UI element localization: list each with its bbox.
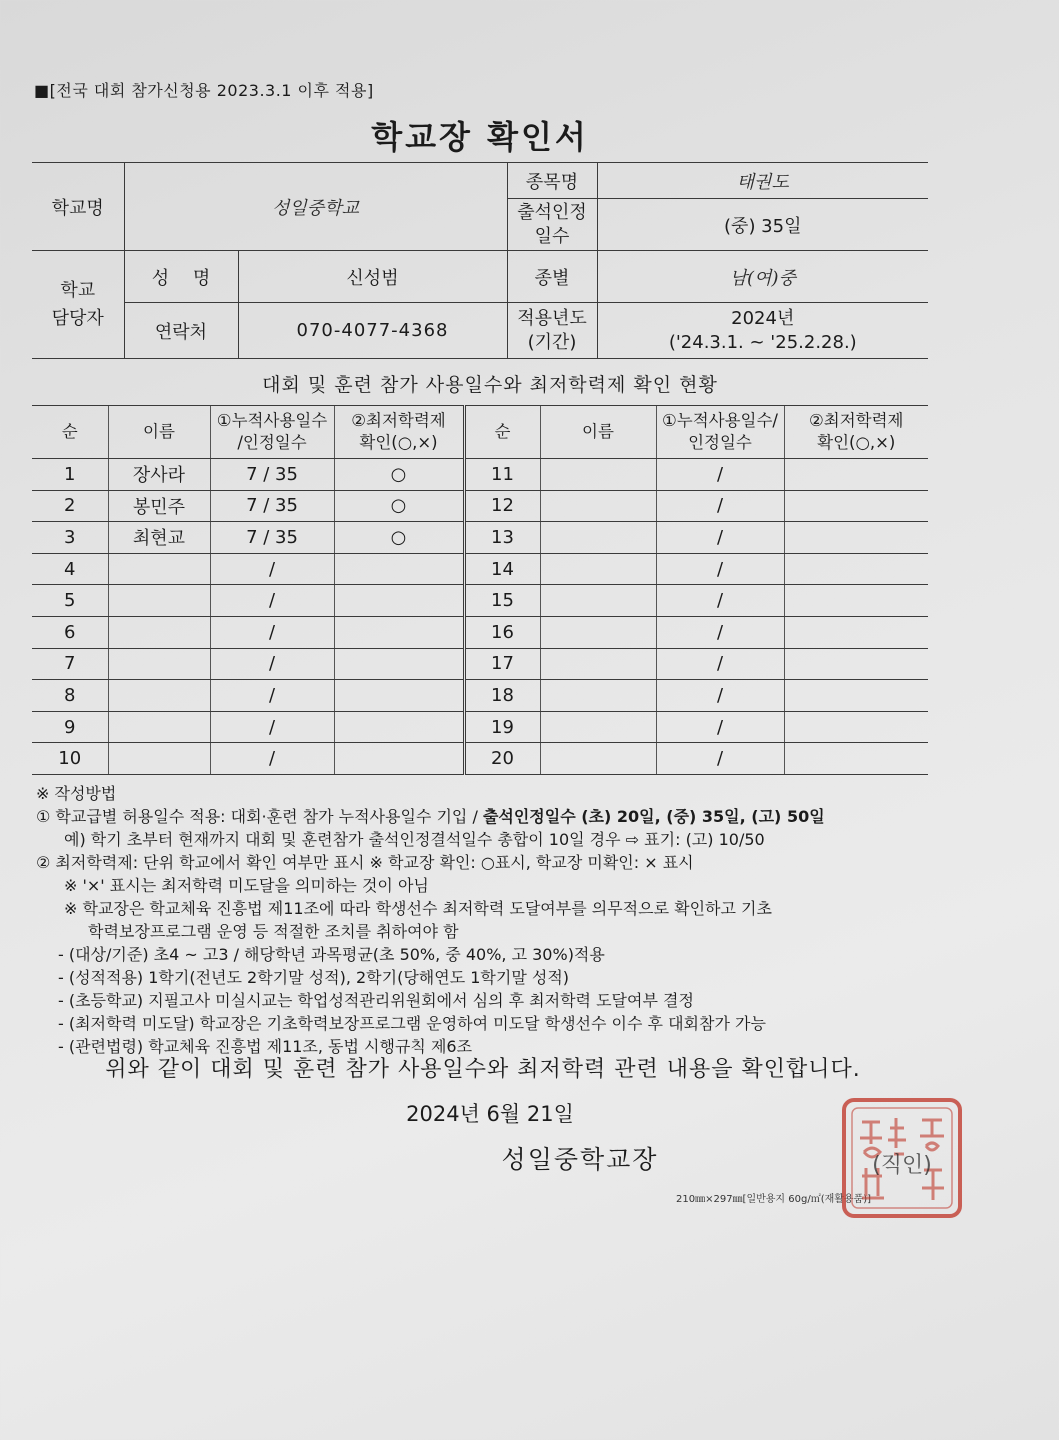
school-name: 성일중학교	[124, 163, 507, 251]
usage-days: /	[210, 553, 334, 585]
row-number: 4	[32, 553, 108, 585]
table-row	[32, 648, 928, 680]
row-number: 13	[464, 522, 540, 554]
header-right-0: 순	[464, 406, 540, 459]
academic-check	[334, 743, 464, 775]
note-1	[36, 805, 956, 828]
principal-signature: 성일중학교장	[501, 1145, 659, 1174]
header-left-3: ②최저학력제 확인(○,×)	[334, 406, 464, 459]
athlete-name	[108, 648, 210, 680]
header-left-0: 순	[32, 406, 108, 459]
sport-value: 태권도	[597, 163, 928, 199]
academic-check: ○	[334, 490, 464, 522]
school-label: 학교명	[32, 163, 124, 251]
usage-days: /	[210, 585, 334, 617]
detail-4: - (최저학력 미도달) 학교장은 기초학력보장프로그램 운영하여 미도달 학생선수 이수 후 대회참가 가능	[58, 1014, 766, 1033]
athlete-name	[108, 553, 210, 585]
table-row	[32, 490, 928, 522]
usage-days: /	[210, 711, 334, 743]
note-1-bold: 출석인정일수 (초) 20일, (중) 35일, (고) 50일	[482, 807, 825, 826]
attendance-days: (중) 35일	[597, 199, 928, 251]
sport-label: 종목명	[507, 163, 597, 199]
academic-check	[784, 585, 928, 617]
notes-heading: ※ 작성방법	[36, 784, 117, 803]
year-cell	[597, 303, 928, 359]
athlete-name	[108, 616, 210, 648]
row-number: 5	[32, 585, 108, 617]
row-number: 2	[32, 490, 108, 522]
usage-days: 7 / 35	[210, 490, 334, 522]
academic-check	[334, 680, 464, 712]
academic-check	[784, 490, 928, 522]
issue-date: 2024년 6월 21일	[406, 1102, 574, 1126]
academic-check	[784, 616, 928, 648]
academic-check	[784, 711, 928, 743]
table-row	[32, 459, 928, 491]
athlete-name	[540, 490, 656, 522]
athlete-name: 봉민주	[108, 490, 210, 522]
athlete-name	[108, 711, 210, 743]
usage-days: /	[656, 680, 784, 712]
table-row	[32, 743, 928, 775]
usage-days: /	[656, 459, 784, 491]
row-number: 14	[464, 553, 540, 585]
row-number: 15	[464, 585, 540, 617]
detail-5: - (관련법령) 학교체육 진흥법 제11조, 동법 시행규칙 제6조	[58, 1037, 473, 1056]
official-seal-icon	[836, 1092, 968, 1224]
athlete-name	[108, 743, 210, 775]
note-2: ② 최저학력제: 단위 학교에서 확인 여부만 표시 ※ 학교장 확인: ○표시, 학교장 미확인: × 표시	[36, 853, 694, 872]
row-number: 19	[464, 711, 540, 743]
header-left-1: 이름	[108, 406, 210, 459]
contact-value: 070-4077-4368	[238, 303, 507, 359]
school-info-table	[32, 162, 928, 359]
note-3: ※ '×' 표시는 최저학력 미도달을 의미하는 것이 아님	[64, 876, 429, 895]
table-row	[32, 680, 928, 712]
row-number: 11	[464, 459, 540, 491]
header-right-3: ②최저학력제 확인(○,×)	[784, 406, 928, 459]
table-row	[32, 616, 928, 648]
athlete-name	[540, 680, 656, 712]
academic-check	[334, 711, 464, 743]
athlete-name	[540, 553, 656, 585]
usage-days: /	[656, 743, 784, 775]
row-number: 12	[464, 490, 540, 522]
athlete-name	[540, 743, 656, 775]
row-number: 3	[32, 522, 108, 554]
row-number: 16	[464, 616, 540, 648]
form-usage-note: ■[전국 대회 참가신청용 2023.3.1 이후 적용]	[34, 81, 374, 100]
athlete-name	[540, 459, 656, 491]
category-value: 남(여)중	[597, 251, 928, 303]
row-number: 10	[32, 743, 108, 775]
athlete-name	[540, 648, 656, 680]
usage-days: /	[656, 616, 784, 648]
usage-days: 7 / 35	[210, 459, 334, 491]
academic-check	[784, 459, 928, 491]
usage-days: /	[210, 743, 334, 775]
note-4-cont: 학력보장프로그램 운영 등 적절한 조치를 취하여야 함	[88, 922, 459, 941]
athlete-name	[540, 616, 656, 648]
row-number: 7	[32, 648, 108, 680]
header-right-1: 이름	[540, 406, 656, 459]
usage-days: /	[656, 585, 784, 617]
usage-days: /	[210, 680, 334, 712]
usage-days: /	[656, 553, 784, 585]
academic-check	[334, 616, 464, 648]
row-number: 1	[32, 459, 108, 491]
period-value: ('24.3.1. ~ '25.2.28.)	[668, 331, 857, 353]
manager-name: 신성범	[238, 251, 507, 303]
row-number: 8	[32, 680, 108, 712]
instructions	[36, 782, 956, 1058]
usage-days: /	[656, 490, 784, 522]
contact-label: 연락처	[124, 303, 238, 359]
athlete-name: 최현교	[108, 522, 210, 554]
table-row	[32, 711, 928, 743]
header-right-2: ①누적사용일수/ 인정일수	[656, 406, 784, 459]
usage-days: /	[210, 648, 334, 680]
attendance-label: 출석인정 일수	[507, 199, 597, 251]
row-number: 9	[32, 711, 108, 743]
academic-check	[334, 585, 464, 617]
academic-check	[784, 743, 928, 775]
manager-label: 학교 담당자	[32, 251, 124, 359]
academic-check	[784, 648, 928, 680]
note-1-example: 예) 학기 초부터 현재까지 대회 및 훈련참가 출석인정결석일수 총합이 10일 경우 ⇨ 표기: (고) 10/50	[64, 830, 765, 849]
confirmation-statement: 위와 같이 대회 및 훈련 참가 사용일수와 최저학력 관련 내용을 확인합니다.	[105, 1057, 861, 1082]
academic-check	[334, 553, 464, 585]
usage-days: /	[656, 648, 784, 680]
usage-header-row	[32, 406, 928, 459]
usage-days: /	[656, 522, 784, 554]
detail-2: - (성적적용) 1학기(전년도 2학기말 성적), 2학기(당해연도 1학기말 성적)	[58, 968, 570, 987]
academic-check	[784, 522, 928, 554]
usage-table	[32, 405, 928, 775]
athlete-name	[540, 585, 656, 617]
athlete-name: 장사라	[108, 459, 210, 491]
year-label: 적용년도 (기간)	[507, 303, 597, 359]
row-number: 6	[32, 616, 108, 648]
detail-1: - (대상/기준) 초4 ~ 고3 / 해당학년 과목평균(초 50%, 중 40%, 고 30%)적용	[58, 945, 605, 964]
row-number: 18	[464, 680, 540, 712]
usage-days: /	[210, 616, 334, 648]
academic-check	[784, 680, 928, 712]
table-row	[32, 585, 928, 617]
academic-check	[334, 648, 464, 680]
academic-check	[784, 553, 928, 585]
academic-check: ○	[334, 522, 464, 554]
note-1-text: ① 학교급별 허용일수 적용: 대회·훈련 참가 누적사용일수 기입 /	[36, 807, 483, 826]
name-label: 성 명	[124, 251, 238, 303]
athlete-name	[540, 711, 656, 743]
year-value: 2024년	[731, 308, 795, 330]
header-left-2: ①누적사용일수 /인정일수	[210, 406, 334, 459]
seal-mark: (직인)	[872, 1153, 932, 1178]
detail-3: - (초등학교) 지필고사 미실시교는 학업성적관리위원회에서 심의 후 최저학력 도달여부 결정	[58, 991, 694, 1010]
academic-check: ○	[334, 459, 464, 491]
athlete-name	[108, 680, 210, 712]
table-row	[32, 553, 928, 585]
status-subtitle: 대회 및 훈련 참가 사용일수와 최저학력제 확인 현황	[262, 374, 718, 396]
athlete-name	[540, 522, 656, 554]
document-title: 학교장 확인서	[371, 118, 589, 156]
category-label: 종별	[507, 251, 597, 303]
note-4: ※ 학교장은 학교체육 진흥법 제11조에 따라 학생선수 최저학력 도달여부를 의무적으로 확인하고 기초	[64, 899, 772, 918]
row-number: 17	[464, 648, 540, 680]
usage-days: 7 / 35	[210, 522, 334, 554]
usage-days: /	[656, 711, 784, 743]
row-number: 20	[464, 743, 540, 775]
table-row	[32, 522, 928, 554]
athlete-name	[108, 585, 210, 617]
paper-spec: 210㎜×297㎜[일반용지 60g/㎡(재활용품)]	[676, 1194, 872, 1205]
